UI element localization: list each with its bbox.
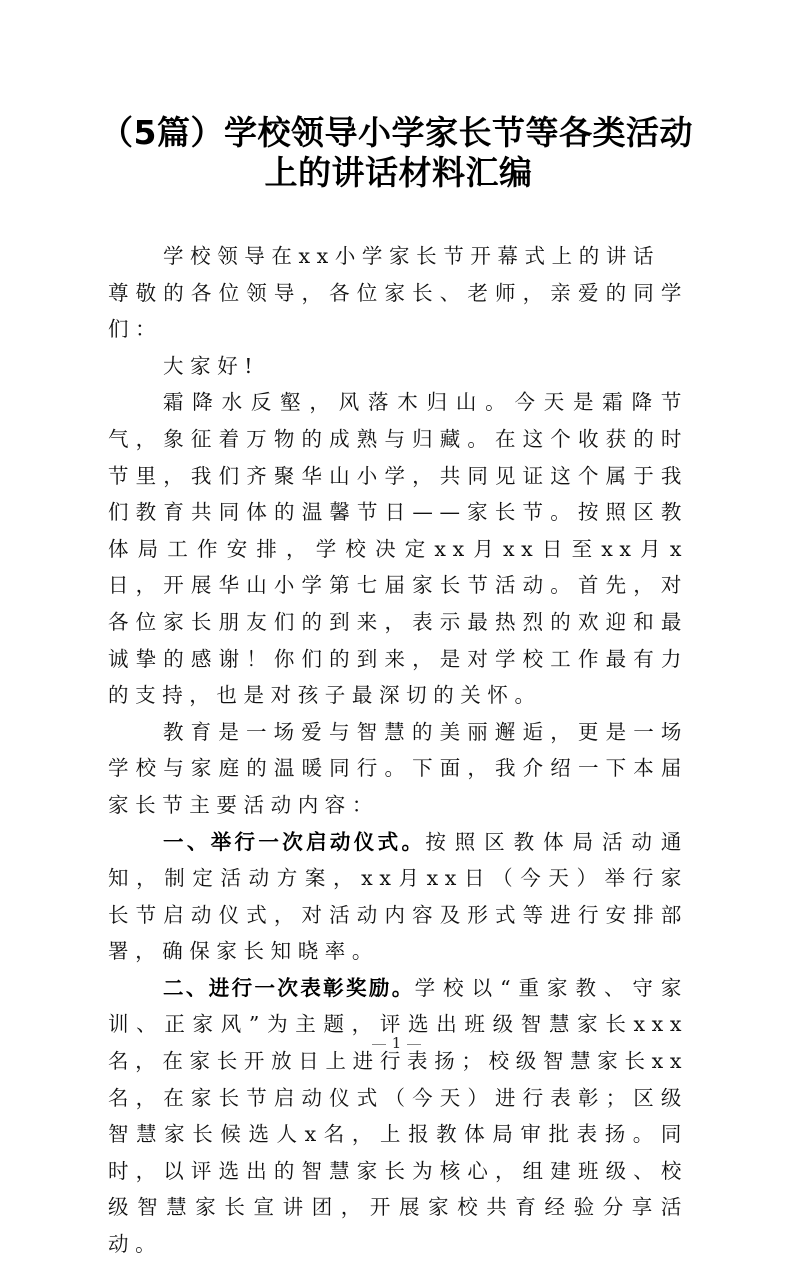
document-title-line-2: 上的讲话材料汇编 bbox=[264, 153, 533, 192]
dash-decoration bbox=[372, 1044, 386, 1045]
section-heading: 一、举行一次启动仪式。 bbox=[163, 829, 426, 854]
section-heading: 二、进行一次表彰奖励。 bbox=[163, 975, 415, 1000]
paragraph: 教育是一场爱与智慧的美丽邂逅，更是一场学校与家庭的温暖同行。下面，我介绍一下本届家长节主要活动内容： bbox=[108, 719, 688, 817]
paragraph: 霜降水反壑，风落木归山。今天是霜降节气，象征着万物的成熟与归藏。在这个收获的时节里，我们齐聚华山小学，共同见证这个属于我们教育共同体的温馨节日——家长节。按照区教体局工作安排，学校决定xx月xx日至xx月x日，开展华山小学第七届家长节活动。首先，对各位家长朋友们的到来，表示最热烈的欢迎和最诚挚的感谢！你们的到来，是对学校工作最有力的支持，也是对孩子最深切的关怀。 bbox=[108, 390, 688, 708]
greeting: 大家好! bbox=[163, 353, 260, 378]
document-body bbox=[108, 238, 688, 1263]
section-text: 学校以“重家教、守家训、正家风”为主题，评选出班级智慧家长xxx名，在家长开放日上进行表扬；校级智慧家长xx名，在家长节启动仪式（今天）进行表彰；区级智慧家长候选人x名，上报教体局审批表扬。同时，以评选出的智慧家长为核心，组建班级、校级智慧家长宣讲团，开展家校共育经验分享活动。 bbox=[108, 975, 689, 1257]
speech-subtitle: 学校领导在xx小学家长节开幕式上的讲话 bbox=[163, 244, 661, 268]
section-text: 按照区教体局活动通知，制定活动方案，xx月xx日（今天）举行家长节启动仪式，对活动内容及形式等进行安排部署，确保家长知晓率。 bbox=[108, 829, 689, 964]
dash-decoration bbox=[407, 1044, 421, 1045]
page-number: 1 bbox=[391, 1034, 402, 1052]
page-footer bbox=[0, 1034, 793, 1052]
section-1 bbox=[108, 824, 688, 970]
section-2 bbox=[108, 970, 688, 1263]
salutation: 尊敬的各位领导，各位家长、老师，亲爱的同学们： bbox=[108, 280, 688, 342]
document-title-line-1: （5篇）学校领导小学家长节等各类活动 bbox=[100, 113, 693, 152]
